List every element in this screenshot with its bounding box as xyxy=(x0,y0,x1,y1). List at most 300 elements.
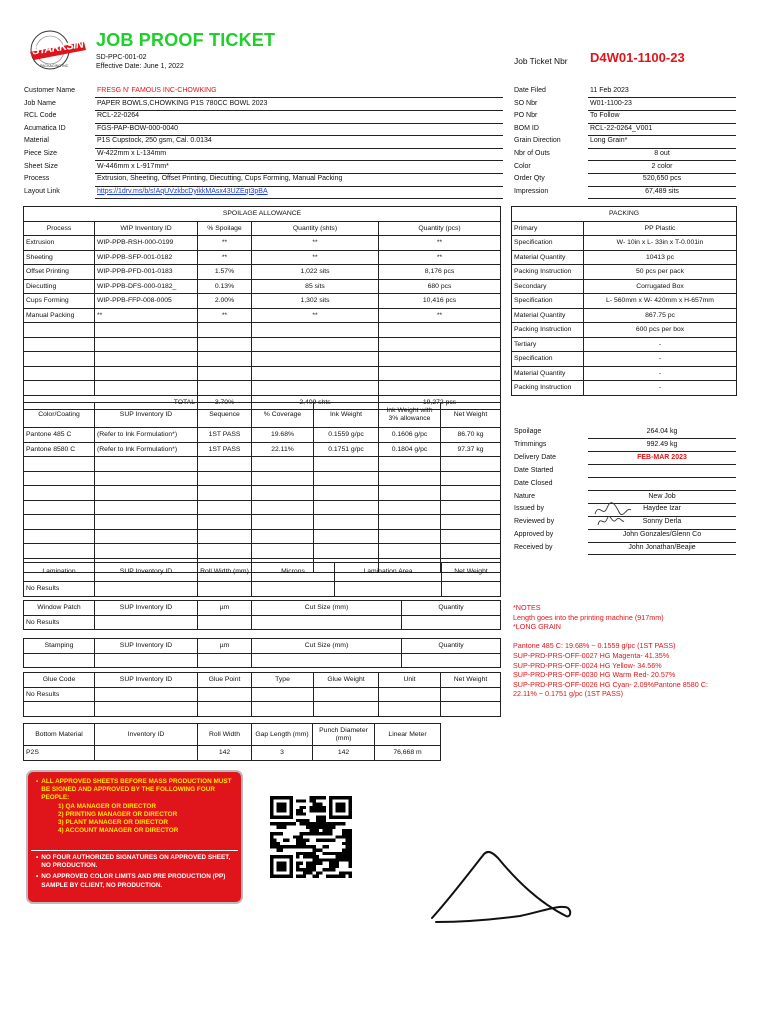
summary-value: John Gonzales/Glenn Co xyxy=(588,531,736,542)
table-cell xyxy=(24,529,95,544)
table-cell xyxy=(441,500,501,515)
table-row xyxy=(24,323,501,338)
table-cell xyxy=(95,515,198,530)
column-header: Microns xyxy=(252,563,335,582)
table-cell: P2S xyxy=(24,746,95,761)
packing-table xyxy=(511,206,737,396)
layout-link[interactable]: https://1drv.ms/b/s!AqUVzkbcDyikkMAsx43UZEqt3pBA xyxy=(95,188,503,199)
column-header: Process xyxy=(24,221,95,236)
table-cell: 1ST PASS xyxy=(198,428,252,443)
summary-value: Haydee Izar xyxy=(588,505,736,516)
table-cell xyxy=(95,352,198,367)
info-value: 11 Feb 2023 xyxy=(588,87,736,98)
packing-value: 867.75 pc xyxy=(584,308,737,323)
table-cell xyxy=(95,486,198,501)
table-cell xyxy=(252,529,314,544)
table-cell: 1,302 sits xyxy=(252,294,379,309)
table-cell xyxy=(314,529,379,544)
table-cell: ** xyxy=(95,308,198,323)
column-header: Quantity (shts) xyxy=(252,221,379,236)
info-label: Date Filed xyxy=(514,87,546,94)
info-row xyxy=(24,174,504,187)
total-label: TOTAL xyxy=(24,395,198,410)
info-label: Sheet Size xyxy=(24,162,58,170)
summary-value xyxy=(588,467,736,478)
table-cell xyxy=(379,381,501,396)
summary-row xyxy=(514,440,736,453)
table-row xyxy=(512,265,737,280)
column-header: µm xyxy=(198,601,252,616)
table-cell xyxy=(95,323,198,338)
page-title: JOB PROOF TICKET xyxy=(96,30,276,50)
note-line: SUP-PRD-PRS-OFF-0026 HG Cyan- 2.09%Pantone 8580 C: xyxy=(513,679,708,689)
summary-label: Date Started xyxy=(514,466,554,474)
table-row xyxy=(24,366,501,381)
packing-label: Secondary xyxy=(512,279,584,294)
table-cell: ** xyxy=(252,308,379,323)
table-cell xyxy=(95,746,198,761)
table-cell: 680 pcs xyxy=(379,279,501,294)
packing-value: PP Plastic xyxy=(584,221,737,236)
packing-label: Packing Instruction xyxy=(512,381,584,396)
table-cell: Diecutting xyxy=(24,279,95,294)
column-header: Unit xyxy=(379,673,441,688)
table-cell xyxy=(24,486,95,501)
table-cell: 22.11% xyxy=(252,442,314,457)
note-line: SUP-PRD-PRS-OFF-0024 HG Yellow- 34.56% xyxy=(513,660,662,670)
column-header: Window Patch xyxy=(24,601,95,616)
table-row xyxy=(24,457,501,472)
table-cell xyxy=(198,544,252,559)
info-value: 8 out xyxy=(588,150,736,161)
info-row xyxy=(514,187,736,200)
table-cell: (Refer to Ink Formulation*) xyxy=(95,428,198,443)
table-cell: ** xyxy=(198,308,252,323)
summary-value: John Jonathan/Beajie xyxy=(588,544,736,555)
table-row xyxy=(24,486,501,501)
table-cell xyxy=(95,544,198,559)
info-value: FRESG N' FAMOUS INC-CHOWKING xyxy=(95,87,503,98)
column-header: % Spoilage xyxy=(198,221,252,236)
table-cell: 86.70 kg xyxy=(441,428,501,443)
table-row xyxy=(24,337,501,352)
info-row xyxy=(24,162,504,175)
info-value: PAPER BOWLS,CHOWKING P1S 780CC BOWL 2023 xyxy=(95,100,503,111)
table-cell xyxy=(252,515,314,530)
table-cell xyxy=(379,529,441,544)
table-cell xyxy=(252,381,379,396)
table-cell xyxy=(252,457,314,472)
packing-value: 10413 pc xyxy=(584,250,737,265)
summary-row xyxy=(514,453,736,466)
table-cell xyxy=(252,352,379,367)
summary-value: New Job xyxy=(588,493,736,504)
table-cell xyxy=(379,337,501,352)
qr-code xyxy=(270,796,352,878)
table-cell: WIP-PPB-SFP-001-0182 xyxy=(95,250,198,265)
note-line: 22.11% ~ 0.1751 g/pc (1ST PASS) xyxy=(513,689,624,699)
warning-item-3: NO APPROVED COLOR LIMITS AND PRE PRODUCTION (PP) SAMPLE BY CLIENT, NO PRODUCTION. xyxy=(41,873,226,889)
warning-item-1: ALL APPROVED SHEETS BEFORE MASS PRODUCTION MUST BE SIGNED AND APPROVED BY THE FOLLOWING FOUR PEOPLE: xyxy=(41,778,232,802)
table-cell: WIP-PPB-DFS-000-0182_ xyxy=(95,279,198,294)
table-cell xyxy=(252,366,379,381)
packing-value: - xyxy=(584,366,737,381)
table-cell: WIP-PPB-RSH-000-0199 xyxy=(95,236,198,251)
table-cell: Offset Printing xyxy=(24,265,95,280)
total-percent: 3.70% xyxy=(198,395,252,410)
info-label: BOM ID xyxy=(514,124,539,132)
table-cell xyxy=(441,457,501,472)
column-header: Sequence xyxy=(198,403,252,428)
column-header: Gap Length (mm) xyxy=(252,724,313,746)
column-header: % Coverage xyxy=(252,403,314,428)
table-row xyxy=(512,221,737,236)
info-row xyxy=(24,149,504,162)
packing-value: 600 pcs per box xyxy=(584,323,737,338)
packing-value: - xyxy=(584,381,737,396)
column-header: SUP Inventory ID xyxy=(95,673,198,688)
approval-signature xyxy=(420,842,600,926)
column-header: Ink Weight with 3% allowance xyxy=(379,403,441,428)
info-value: Extrusion, Sheeting, Offset Printing, Diecutting, Cups Forming, Manual Packing xyxy=(95,175,503,186)
packing-label: Primary xyxy=(512,221,584,236)
packing-label: Material Quantity xyxy=(512,366,584,381)
effective-date: Effective Date: June 1, 2022 xyxy=(96,63,184,70)
table-cell xyxy=(379,471,441,486)
notes-section xyxy=(513,603,758,699)
column-header: µm xyxy=(198,639,252,654)
info-label: Impression xyxy=(514,187,549,195)
info-row xyxy=(514,136,736,149)
summary-label: Issued by xyxy=(514,505,544,513)
column-header: Net Weight xyxy=(441,403,501,428)
column-header: Glue Weight xyxy=(314,673,379,688)
glue-table xyxy=(23,672,501,717)
column-header: Net Weight xyxy=(441,673,501,688)
table-cell xyxy=(24,352,95,367)
table-cell: 3 xyxy=(252,746,313,761)
table-cell xyxy=(252,337,379,352)
summary-row xyxy=(514,530,736,543)
table-cell: Extrusion xyxy=(24,236,95,251)
summary-label: Approved by xyxy=(514,531,554,539)
summary-label: Spoilage xyxy=(514,428,542,435)
packing-value: 50 pcs per pack xyxy=(584,265,737,280)
info-row xyxy=(24,111,504,124)
info-value: P1S Cupstock, 250 gsm, Cal. 0.0134 xyxy=(95,137,503,148)
info-label: Nbr of Outs xyxy=(514,150,550,157)
summary-label: Delivery Date xyxy=(514,453,557,461)
table-row xyxy=(24,308,501,323)
table-row xyxy=(24,500,501,515)
info-label: Layout Link xyxy=(24,187,60,195)
packing-label: Specification xyxy=(512,236,584,251)
column-header: Inventory ID xyxy=(95,724,198,746)
column-header: Linear Meter xyxy=(375,724,441,746)
column-header: Net Weight xyxy=(442,563,501,582)
logo-subtext: PACKAGING INC xyxy=(40,64,69,68)
info-row xyxy=(514,111,736,124)
table-cell: Pantone 8580 C xyxy=(24,442,95,457)
summary-row xyxy=(514,543,736,556)
packing-label: Tertiary xyxy=(512,337,584,352)
table-cell xyxy=(379,486,441,501)
packing-label: Material Quantity xyxy=(512,250,584,265)
bullet-icon: • xyxy=(36,873,39,881)
column-header: Roll Width (mm) xyxy=(198,563,252,582)
table-cell xyxy=(379,366,501,381)
info-label: SO Nbr xyxy=(514,99,538,107)
table-cell xyxy=(95,500,198,515)
stamping-table xyxy=(23,638,501,668)
info-label: Piece Size xyxy=(24,150,58,157)
warning-list-item: 4) ACCOUNT MANAGER OR DIRECTOR xyxy=(58,827,179,835)
reviewed-signature xyxy=(596,513,626,529)
table-cell xyxy=(198,457,252,472)
info-value: 67,489 sits xyxy=(588,188,736,199)
info-row xyxy=(514,162,736,175)
table-cell xyxy=(252,486,314,501)
table-cell xyxy=(379,352,501,367)
summary-value: 264.04 kg xyxy=(588,428,736,439)
column-header: SUP Inventory ID xyxy=(95,403,198,428)
column-header: Color/Coating xyxy=(24,403,95,428)
table-cell: Manual Packing xyxy=(24,308,95,323)
column-header: Type xyxy=(252,673,314,688)
table-cell xyxy=(24,471,95,486)
column-header: Roll Width xyxy=(198,724,252,746)
column-header: Cut Size (mm) xyxy=(252,601,402,616)
summary-value: 992.49 kg xyxy=(588,441,736,452)
table-cell xyxy=(314,486,379,501)
logo-text: STARKSIN xyxy=(31,38,85,58)
info-label: Grain Direction xyxy=(514,137,561,145)
column-header: Lamination xyxy=(24,563,95,582)
column-header: WIP Inventory ID xyxy=(95,221,198,236)
summary-label: Date Closed xyxy=(514,479,553,487)
summary-row xyxy=(514,466,736,479)
table-cell: Cups Forming xyxy=(24,294,95,309)
table-cell xyxy=(379,544,441,559)
info-row xyxy=(514,99,736,112)
table-cell xyxy=(441,486,501,501)
table-cell xyxy=(24,337,95,352)
info-label: PO Nbr xyxy=(514,112,538,120)
packing-label: Packing Instruction xyxy=(512,323,584,338)
table-cell: 1.57% xyxy=(198,265,252,280)
table-cell xyxy=(198,486,252,501)
notes-title: *NOTES xyxy=(513,603,541,612)
info-label: Job Name xyxy=(24,99,56,107)
table-row xyxy=(24,279,501,294)
table-cell xyxy=(24,323,95,338)
summary-row xyxy=(514,427,736,440)
table-cell xyxy=(252,323,379,338)
table-row xyxy=(512,279,737,294)
column-header: Lamination Area xyxy=(335,563,442,582)
bottom-material-table xyxy=(23,723,441,761)
lamination-table xyxy=(23,562,501,597)
approval-warning-box xyxy=(26,770,243,904)
table-row xyxy=(24,352,501,367)
bullet-icon: • xyxy=(36,854,39,861)
table-cell xyxy=(198,381,252,396)
column-header: SUP Inventory ID xyxy=(95,601,198,616)
packing-label: Packing Instruction xyxy=(512,265,584,280)
column-header: Stamping xyxy=(24,639,95,654)
spoilage-table xyxy=(23,206,501,410)
packing-value: Corrugated Box xyxy=(584,279,737,294)
table-cell xyxy=(252,500,314,515)
table-row xyxy=(512,381,737,396)
summary-label: Reviewed by xyxy=(514,518,555,526)
info-label: Customer Name xyxy=(24,87,75,94)
table-cell xyxy=(379,457,441,472)
table-cell xyxy=(441,515,501,530)
summary-value xyxy=(588,480,736,491)
table-cell xyxy=(198,337,252,352)
table-row xyxy=(24,294,501,309)
info-row xyxy=(24,124,504,137)
info-row xyxy=(24,99,504,112)
info-row xyxy=(514,124,736,137)
info-value: 520,650 pcs xyxy=(588,175,736,186)
table-cell xyxy=(379,500,441,515)
info-value: W01-1100-23 xyxy=(588,100,736,111)
note-line: *LONG GRAIN xyxy=(513,622,561,632)
info-row xyxy=(514,174,736,187)
table-cell: 0.1606 g/pc xyxy=(379,428,441,443)
info-label: Acumatica ID xyxy=(24,124,66,132)
info-row xyxy=(514,86,736,99)
table-cell: 0.1751 g/pc xyxy=(314,442,379,457)
note-line: Length goes into the printing machine (917mm) xyxy=(513,612,664,622)
column-header: Quantity xyxy=(402,639,501,654)
info-label: Order Qty xyxy=(514,175,545,183)
table-cell: Pantone 485 C xyxy=(24,428,95,443)
summary-value: FEB-MAR 2023 xyxy=(588,454,736,465)
window-patch-table xyxy=(23,600,501,630)
info-row xyxy=(24,187,504,200)
table-cell xyxy=(314,500,379,515)
info-value: RCL-22-0264_V001 xyxy=(588,125,736,136)
table-cell xyxy=(24,544,95,559)
packing-label: Material Quantity xyxy=(512,308,584,323)
total-sheets: 2,409 shts xyxy=(252,395,379,410)
packing-value: - xyxy=(584,352,737,367)
warning-item-2: NO FOUR AUTHORIZED SIGNATURES ON APPROVED SHEET, NO PRODUCTION. xyxy=(41,854,231,870)
table-cell: 142 xyxy=(198,746,252,761)
table-row xyxy=(512,294,737,309)
job-ticket-number: D4W01-1100-23 xyxy=(590,50,685,65)
table-cell: 76,668 m xyxy=(375,746,441,761)
spoilage-title: SPOILAGE ALLOWANCE xyxy=(24,207,501,222)
note-line: SUP-PRD-PRS-OFF-0027 HG Magenta- 41.35% xyxy=(513,650,670,660)
table-cell: ** xyxy=(252,250,379,265)
table-row xyxy=(24,471,501,486)
table-cell xyxy=(198,515,252,530)
table-cell: 19.68% xyxy=(252,428,314,443)
column-header: SUP Inventory ID xyxy=(95,563,198,582)
column-header: Quantity (pcs) xyxy=(379,221,501,236)
table-cell: 97.37 kg xyxy=(441,442,501,457)
packing-value: L- 560mm x W- 420mm x H-657mm xyxy=(584,294,737,309)
column-header: Bottom Material xyxy=(24,724,95,746)
table-row xyxy=(512,352,737,367)
info-value: RCL-22-0264 xyxy=(95,112,503,123)
table-cell xyxy=(314,471,379,486)
table-cell xyxy=(441,471,501,486)
info-label: Color xyxy=(514,162,531,170)
packing-value: W- 10in x L- 33in x T-0.001in xyxy=(584,236,737,251)
table-cell xyxy=(314,515,379,530)
table-cell: (Refer to Ink Formulation*) xyxy=(95,442,198,457)
column-header: Cut Size (mm) xyxy=(252,639,402,654)
table-row xyxy=(512,337,737,352)
note-line: Pantone 485 C: 19.68% ~ 0.1559 g/pc (1ST PASS) xyxy=(513,641,676,651)
table-cell xyxy=(252,471,314,486)
table-cell xyxy=(252,544,314,559)
column-header: Punch Diameter (mm) xyxy=(313,724,375,746)
table-cell: ** xyxy=(198,236,252,251)
table-cell xyxy=(24,500,95,515)
table-cell: 10,416 pcs xyxy=(379,294,501,309)
note-line: SUP-PRD-PRS-OFF-0030 HG Warm Red- 20.57% xyxy=(513,670,676,680)
table-cell xyxy=(441,544,501,559)
table-cell xyxy=(24,515,95,530)
summary-value: Sonny Derla xyxy=(588,518,736,529)
column-header: Ink Weight xyxy=(314,403,379,428)
table-cell: 85 sits xyxy=(252,279,379,294)
table-cell: ** xyxy=(379,308,501,323)
table-cell xyxy=(95,529,198,544)
table-cell xyxy=(441,529,501,544)
table-cell xyxy=(198,323,252,338)
column-header: Glue Point xyxy=(198,673,252,688)
table-cell: Sheeting xyxy=(24,250,95,265)
table-cell: 2.00% xyxy=(198,294,252,309)
column-header: Quantity xyxy=(402,601,501,616)
warning-list-item: 1) QA MANAGER OR DIRECTOR xyxy=(58,802,156,810)
table-cell xyxy=(95,457,198,472)
packing-title: PACKING xyxy=(512,207,737,222)
table-row xyxy=(24,515,501,530)
table-cell xyxy=(24,381,95,396)
info-row xyxy=(24,136,504,149)
lamination-no-results: No Results xyxy=(24,582,95,597)
table-cell: ** xyxy=(252,236,379,251)
table-cell xyxy=(379,323,501,338)
table-cell: 1ST PASS xyxy=(198,442,252,457)
table-row xyxy=(24,250,501,265)
table-cell xyxy=(24,366,95,381)
table-cell: 0.1559 g/pc xyxy=(314,428,379,443)
info-label: Process xyxy=(24,175,50,183)
table-cell: 142 xyxy=(313,746,375,761)
table-cell xyxy=(95,381,198,396)
window-no-results: No Results xyxy=(24,615,95,630)
table-cell xyxy=(379,515,441,530)
info-value: W-422mm x L-134mm xyxy=(95,150,503,161)
table-cell xyxy=(314,544,379,559)
table-row xyxy=(512,236,737,251)
table-cell xyxy=(314,457,379,472)
table-cell: ** xyxy=(198,250,252,265)
table-cell: ** xyxy=(379,236,501,251)
table-cell xyxy=(95,366,198,381)
packing-value: - xyxy=(584,337,737,352)
packing-label: Specification xyxy=(512,294,584,309)
